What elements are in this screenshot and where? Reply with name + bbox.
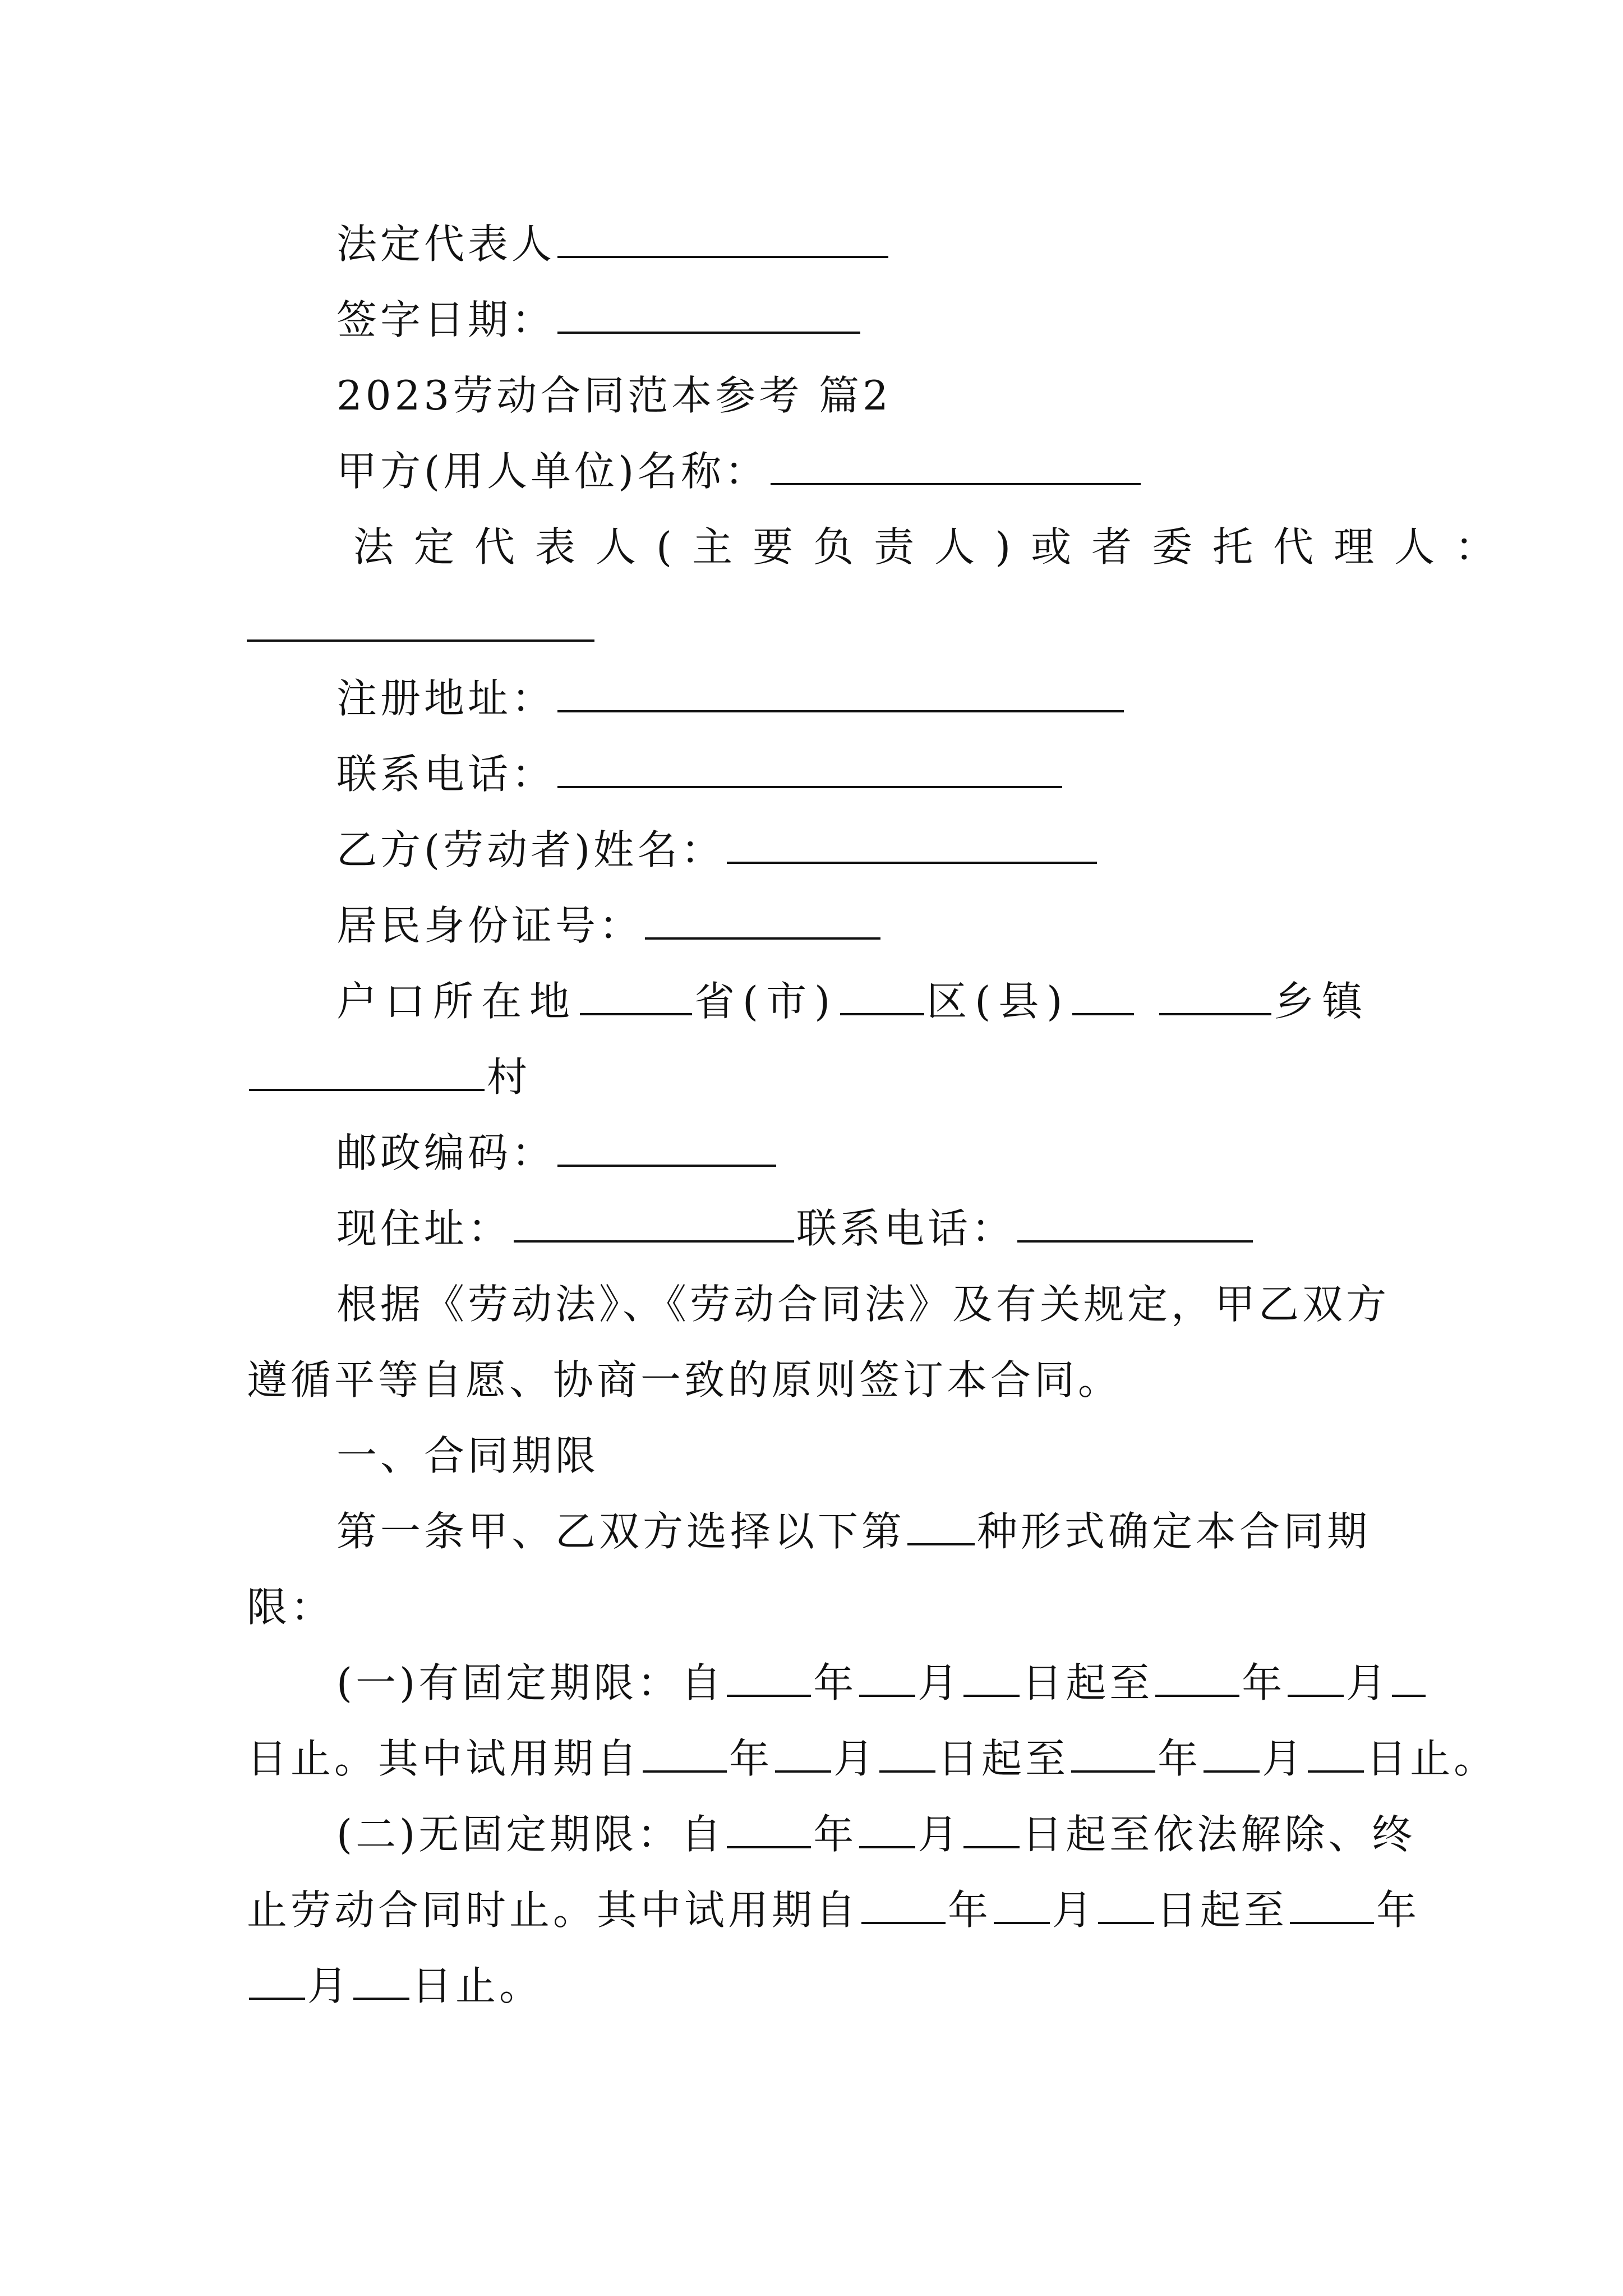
fixed-prob-end-month-blank [1204, 1731, 1260, 1773]
fixed-end-year-blank [1155, 1655, 1239, 1697]
party-a-name-blank [771, 444, 1141, 485]
fixed-prob-end-month-label: 月 [1262, 1735, 1306, 1782]
id-number-label: 居民身份证号： [336, 902, 643, 949]
fixed-probation-label: 日止。其中试用期自 [247, 1735, 641, 1782]
current-address-line [336, 1200, 1391, 1257]
party-b-phone-blank [1017, 1201, 1253, 1243]
district-label: 区(县) [926, 978, 1071, 1025]
open-prob-end-day-blank [353, 1958, 409, 2000]
province-label: 省(市) [694, 978, 838, 1025]
party-b-name-blank [727, 822, 1097, 864]
open-term-label: (二)无固定期限：自 [336, 1811, 725, 1858]
open-start-month-label: 月 [917, 1811, 962, 1858]
section-title: 2023劳动合同范本参考 篇2 [336, 372, 892, 419]
village-label: 村 [487, 1053, 531, 1101]
fixed-prob-end-year-blank [1071, 1731, 1155, 1773]
representative-blank [247, 639, 594, 642]
fixed-start-month-blank [859, 1655, 915, 1697]
town-blank [1159, 974, 1271, 1015]
village-blank [249, 1050, 485, 1091]
fixed-prob-end-year-label: 年 [1158, 1735, 1202, 1782]
fixed-prob-end-day-blank [1308, 1731, 1364, 1773]
representative-label: 法定代表人(主要负责人)或者委托代理人： [353, 523, 1516, 570]
postal-code-blank [557, 1125, 776, 1167]
party-a-name-line [336, 443, 1391, 499]
open-term-line-1 [336, 1806, 1416, 1862]
chapter-title: 一、合同期限 [336, 1432, 600, 1479]
fixed-end-year-label: 年 [1242, 1659, 1286, 1706]
registered-address-line [336, 670, 1391, 726]
legal-rep-line [336, 216, 1391, 272]
open-prob-end-year-blank [1290, 1883, 1374, 1924]
open-term-line-3 [247, 1958, 1391, 2014]
open-start-month-blank [859, 1807, 915, 1848]
open-prob-start-year-blank [861, 1883, 946, 1924]
fixed-term-label: (一)有固定期限：自 [336, 1659, 725, 1706]
open-prob-start-day-blank [1098, 1883, 1154, 1924]
article-1-text-c: 限： [247, 1584, 335, 1631]
form-choice-blank [907, 1504, 975, 1545]
chapter-heading [336, 1428, 1391, 1484]
open-prob-start-month-label: 月 [1052, 1887, 1096, 1934]
open-term-line-2 [247, 1882, 1421, 1938]
postal-code-line [336, 1125, 1391, 1181]
fixed-prob-start-day-blank [879, 1731, 935, 1773]
open-start-day-label: 日起至依法解除、终 [1022, 1811, 1416, 1858]
fixed-end-day-blank [1392, 1655, 1426, 1697]
fixed-prob-end-label: 日止。 [1366, 1735, 1498, 1782]
open-start-year-label: 年 [813, 1811, 857, 1858]
article-1-text-a: 第一条甲、乙双方选择以下第 [336, 1508, 906, 1555]
article-1-line-2 [247, 1579, 1391, 1635]
fixed-start-month-label: 月 [917, 1659, 962, 1706]
open-prob-start-day-label: 日起至 [1156, 1887, 1288, 1934]
id-number-line [336, 898, 1391, 954]
fixed-prob-start-year-blank [643, 1731, 727, 1773]
article-1-text-b: 种形式确定本合同期 [977, 1508, 1371, 1555]
party-b-name-line [336, 822, 1391, 878]
open-prob-end-month-label: 月 [307, 1962, 352, 2009]
open-start-year-blank [727, 1807, 811, 1848]
fixed-start-day-label: 日起至 [1022, 1659, 1154, 1706]
current-address-blank [514, 1201, 794, 1243]
open-prob-end-year-label: 年 [1376, 1887, 1421, 1934]
basis-line-2 [247, 1352, 1391, 1408]
fixed-prob-start-day-label: 日起至 [938, 1735, 1069, 1782]
party-a-phone-line [336, 746, 1391, 802]
party-b-phone-label: 联系电话： [796, 1205, 1016, 1252]
county-blank [1072, 974, 1134, 1015]
fixed-term-line-2 [247, 1731, 1498, 1787]
fixed-end-month-label: 月 [1346, 1659, 1390, 1706]
open-prob-end-month-blank [249, 1958, 305, 2000]
open-prob-end-label: 日止。 [412, 1962, 543, 2009]
basis-line-1 [336, 1276, 1391, 1332]
sign-date-label: 签字日期： [336, 296, 556, 343]
legal-rep-label: 法定代表人 [336, 220, 556, 268]
open-prob-start-year-label: 年 [948, 1887, 992, 1934]
fixed-start-day-blank [963, 1655, 1020, 1697]
party-b-name-label: 乙方(劳动者)姓名： [336, 826, 725, 873]
district-blank [840, 974, 924, 1015]
legal-rep-blank [557, 217, 888, 258]
fixed-start-year-blank [727, 1655, 811, 1697]
section-heading [336, 367, 1391, 424]
representative-line [353, 519, 1516, 575]
open-probation-label: 止劳动合同时止。其中试用期自 [247, 1887, 860, 1934]
postal-code-label: 邮政编码： [336, 1129, 556, 1176]
registered-address-label: 注册地址： [336, 675, 556, 722]
sign-date-line [336, 292, 1391, 348]
household-line [336, 973, 1391, 1029]
village-line [247, 1049, 1391, 1105]
article-1-line-1 [336, 1503, 1391, 1559]
fixed-prob-start-year-label: 年 [729, 1735, 773, 1782]
fixed-term-line-1 [336, 1655, 1391, 1711]
open-start-day-blank [963, 1807, 1020, 1848]
sign-date-blank [557, 292, 860, 334]
fixed-prob-start-month-blank [775, 1731, 831, 1773]
household-label: 户口所在地 [336, 978, 578, 1025]
province-blank [580, 974, 692, 1015]
id-number-blank [645, 898, 880, 940]
current-address-label: 现住址： [336, 1205, 512, 1252]
town-label: 乡镇 [1274, 978, 1371, 1025]
basis-text-2: 遵循平等自愿、协商一致的原则签订本合同。 [247, 1356, 1122, 1404]
basis-text-1: 根据《劳动法》、《劳动合同法》及有关规定，甲乙双方 [336, 1281, 1390, 1328]
fixed-end-month-blank [1288, 1655, 1344, 1697]
open-prob-start-month-blank [994, 1883, 1050, 1924]
fixed-start-year-label: 年 [813, 1659, 857, 1706]
fixed-prob-start-month-label: 月 [833, 1735, 878, 1782]
party-a-phone-blank [557, 747, 1062, 788]
party-a-name-label: 甲方(用人单位)名称： [336, 448, 769, 495]
registered-address-blank [557, 671, 1124, 712]
party-a-phone-label: 联系电话： [336, 751, 556, 798]
